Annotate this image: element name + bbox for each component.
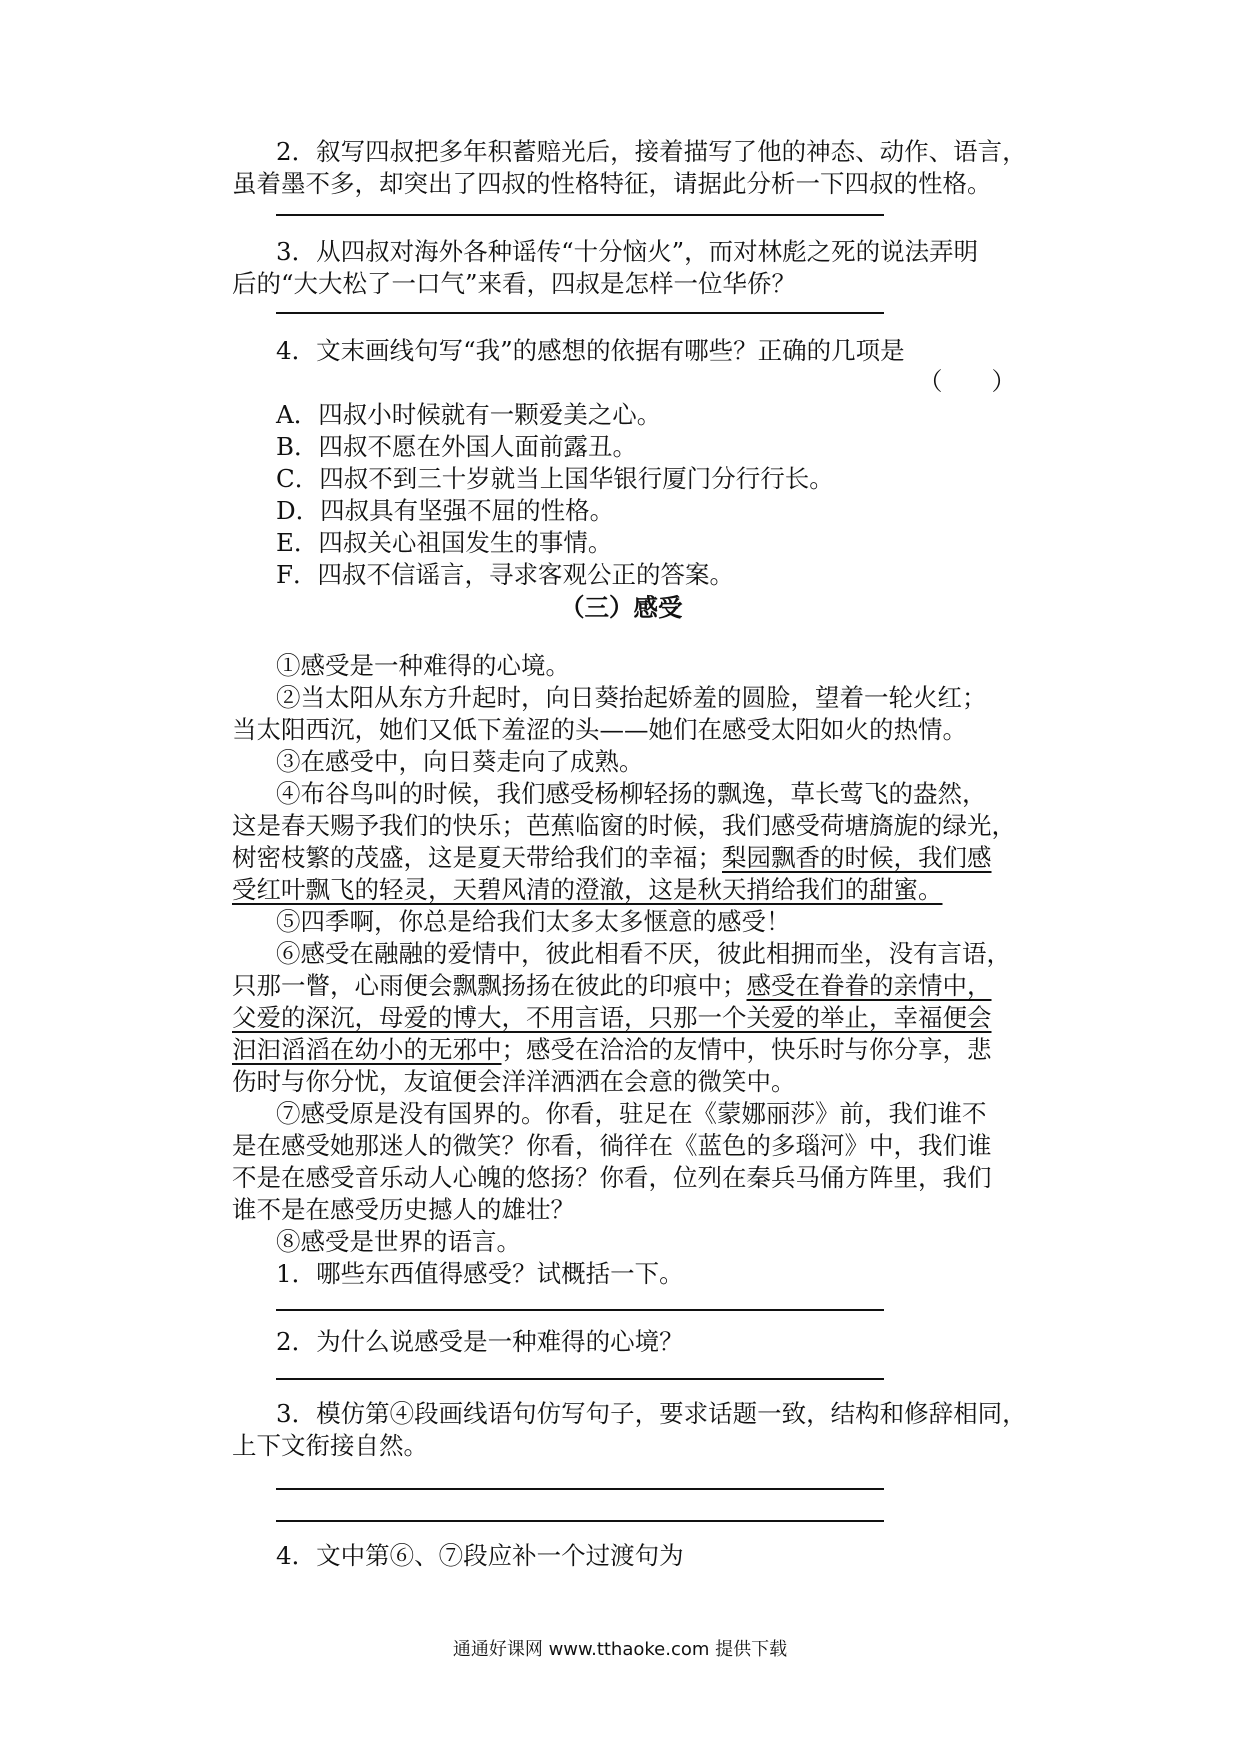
- paragraph-4-line-3: [232, 842, 992, 874]
- paragraph-6-line-4: [232, 1034, 992, 1066]
- answer-line: [276, 214, 884, 216]
- paragraph-7-line-2: 是在感受她那迷人的微笑？你看，徜徉在《蓝色的多瑙河》中，我们谁: [232, 1131, 992, 1160]
- paragraph-6-line-4-text: ；感受在洽洽的友情中，快乐时与你分享，悲: [501, 1035, 992, 1064]
- option-f: F．四叔不信谣言，寻求客观公正的答案。: [276, 560, 734, 589]
- option-b: B．四叔不愿在外国人面前露丑。: [276, 432, 638, 461]
- q3-line-2: 后的“大大松了一口气”来看，四叔是怎样一位华侨？: [232, 269, 797, 298]
- q3-line-1: 3．从四叔对海外各种谣传“十分恼火”，而对林彪之死的说法弄明: [276, 237, 979, 266]
- underlined-sentence: 梨园飘香的时候，我们感: [722, 843, 992, 872]
- section-title: （三）感受: [560, 593, 683, 622]
- question-3-line-2: 上下文衔接自然。: [232, 1431, 428, 1460]
- paragraph-4-line-1: ④布谷鸟叫的时候，我们感受杨柳轻扬的飘逸，草长莺飞的盎然，: [276, 779, 987, 808]
- option-c: C．四叔不到三十岁就当上国华银行厦门分行行长。: [276, 464, 834, 493]
- page-footer: 通通好课网 www.tthaoke.com 提供下载: [452, 1639, 788, 1660]
- answer-line: [276, 1309, 884, 1311]
- answer-line: [276, 1378, 884, 1380]
- paragraph-8: ⑧感受是世界的语言。: [276, 1227, 521, 1256]
- paragraph-7-line-1: ⑦感受原是没有国界的。你看，驻足在《蒙娜丽莎》前，我们谁不: [276, 1099, 987, 1128]
- paragraph-3: ③在感受中，向日葵走向了成熟。: [276, 747, 644, 776]
- question-2: 2．为什么说感受是一种难得的心境？: [276, 1327, 684, 1356]
- option-a: A．四叔小时候就有一颗爱美之心。: [276, 400, 662, 429]
- option-d: D．四叔具有坚强不屈的性格。: [276, 496, 615, 525]
- paragraph-4-line-4: 受红叶飘飞的轻灵，天碧风清的澄澈，这是秋天捎给我们的甜蜜。: [232, 875, 943, 904]
- paragraph-7-line-4: 谁不是在感受历史撼人的雄壮？: [232, 1195, 575, 1224]
- paragraph-2-line-2: 当太阳西沉，她们又低下羞涩的头——她们在感受太阳如火的热情。: [232, 715, 967, 744]
- answer-line: [276, 1488, 884, 1490]
- paragraph-1: ①感受是一种难得的心境。: [276, 651, 570, 680]
- paragraph-4-line-2: 这是春天赐予我们的快乐；芭蕉临窗的时候，我们感受荷塘旖旎的绿光，: [232, 811, 1016, 840]
- question-3-line-1: 3．模仿第④段画线语句仿写句子，要求话题一致，结构和修辞相同，: [276, 1399, 1027, 1428]
- paragraph-7-line-3: 不是在感受音乐动人心魄的悠扬？你看，位列在秦兵马俑方阵里，我们: [232, 1163, 992, 1192]
- q2-line-2: 虽着墨不多，却突出了四叔的性格特征，请据此分析一下四叔的性格。: [232, 169, 992, 198]
- paragraph-4-line-3-text: 树密枝繁的茂盛，这是夏天带给我们的幸福；: [232, 843, 722, 872]
- paragraph-6-line-2-text: 只那一瞥，心雨便会飘飘扬扬在彼此的印痕中；: [232, 971, 747, 1000]
- option-e: E．四叔关心祖国发生的事情。: [276, 528, 613, 557]
- question-4: 4．文中第⑥、⑦段应补一个过渡句为: [276, 1541, 684, 1570]
- answer-line: [276, 1520, 884, 1522]
- paragraph-6-line-1: ⑥感受在融融的爱情中，彼此相看不厌，彼此相拥而坐，没有言语，: [276, 939, 1011, 968]
- paragraph-6-line-5: 伤时与你分忧，友谊便会洋洋洒洒在会意的微笑中。: [232, 1067, 796, 1096]
- paragraph-6-line-3: 父爱的深沉，母爱的博大，不用言语，只那一个关爱的举止，幸福便会: [232, 1003, 992, 1032]
- paragraph-6-line-2: [232, 970, 992, 1002]
- answer-line: [276, 312, 884, 314]
- underlined-sentence: 感受在眷眷的亲情中，: [746, 971, 992, 1000]
- q2-line-1: 2．叙写四叔把多年积蓄赔光后，接着描写了他的神态、动作、语言，: [276, 137, 1027, 166]
- q4-answer-paren: （ ）: [918, 367, 1016, 396]
- underlined-sentence: 汩汩滔滔在幼小的无邪中: [232, 1035, 502, 1064]
- question-1: 1．哪些东西值得感受？试概括一下。: [276, 1259, 684, 1288]
- q4-text: 4．文末画线句写“我”的感想的依据有哪些？正确的几项是: [276, 336, 905, 365]
- paragraph-2-line-1: ②当太阳从东方升起时，向日葵抬起娇羞的圆脸，望着一轮火红；: [276, 683, 987, 712]
- paragraph-5: ⑤四季啊，你总是给我们太多太多惬意的感受！: [276, 907, 791, 936]
